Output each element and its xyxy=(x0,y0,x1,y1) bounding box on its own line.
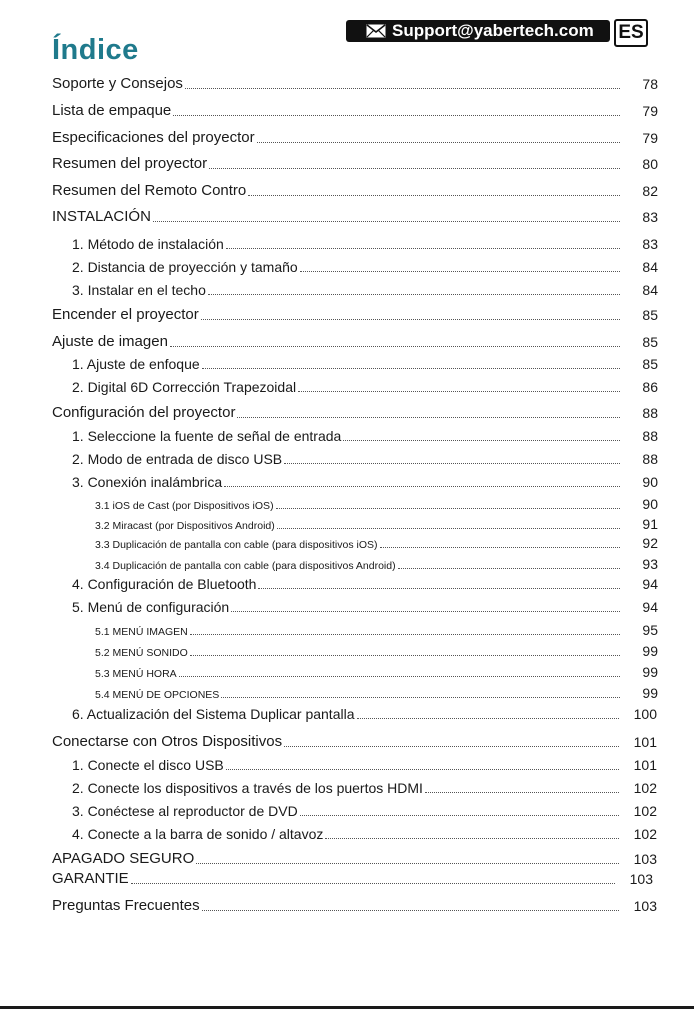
toc-entry-page-number: 101 xyxy=(633,757,657,773)
toc-entry-label: 2. Digital 6D Corrección Trapezoidal xyxy=(72,379,297,395)
dot-leader xyxy=(325,838,619,839)
toc-entry[interactable] xyxy=(52,206,658,226)
toc-entry-label: 5.2 MENÚ SONIDO xyxy=(95,647,188,659)
envelope-icon xyxy=(366,24,386,38)
toc-entry-label: Soporte y Consejos xyxy=(52,75,183,92)
toc-entry-page-number: 102 xyxy=(633,780,657,796)
toc-entry-page-number: 92 xyxy=(642,535,658,551)
dot-leader xyxy=(209,168,620,169)
toc-entry-page-number: 90 xyxy=(642,474,658,490)
toc-entry-label: 3.3 Duplicación de pantalla con cable (para dispositivos iOS) xyxy=(95,539,378,551)
dot-leader xyxy=(277,528,620,529)
dot-leader xyxy=(208,294,620,295)
toc-entry-label: Encender el proyector xyxy=(52,306,199,323)
toc-entry[interactable] xyxy=(72,376,658,396)
toc-entry[interactable] xyxy=(52,304,658,324)
dot-leader xyxy=(196,863,619,864)
toc-entry-label: 2. Conecte los dispositivos a través de los puertos HDMI xyxy=(72,780,423,796)
toc-entry-label: Preguntas Frecuentes xyxy=(52,897,200,914)
toc-entry[interactable] xyxy=(52,895,657,915)
toc-entry-label: 6. Actualización del Sistema Duplicar pantalla xyxy=(72,706,355,722)
toc-entry[interactable] xyxy=(52,731,657,751)
toc-entry-label: 2. Modo de entrada de disco USB xyxy=(72,451,283,467)
toc-entry-label: Resumen del proyector xyxy=(52,155,208,172)
toc-entry[interactable] xyxy=(72,471,658,491)
toc-entry-label: Lista de empaque xyxy=(52,102,172,119)
toc-entry-page-number: 102 xyxy=(633,803,657,819)
toc-entry-page-number: 94 xyxy=(642,599,658,615)
language-badge: ES xyxy=(614,19,648,47)
toc-entry[interactable] xyxy=(95,640,658,660)
toc-entry[interactable] xyxy=(72,800,657,820)
toc-entry-label: Configuración del proyector xyxy=(52,404,236,421)
dot-leader xyxy=(284,463,620,464)
dot-leader xyxy=(276,508,620,509)
toc-entry-label: Resumen del Remoto Contro xyxy=(52,182,247,199)
dot-leader xyxy=(153,221,620,222)
toc-entry-page-number: 103 xyxy=(633,898,657,914)
dot-leader xyxy=(257,142,620,143)
toc-entry[interactable] xyxy=(72,777,657,797)
toc-entry-label: APAGADO SEGURO xyxy=(52,850,195,867)
dot-leader xyxy=(298,391,620,392)
toc-entry-page-number: 85 xyxy=(642,307,658,323)
dot-leader xyxy=(300,815,619,816)
page-title: Índice xyxy=(52,34,139,66)
dot-leader xyxy=(284,746,619,747)
toc-entry[interactable] xyxy=(52,180,658,200)
toc-entry[interactable] xyxy=(72,573,658,593)
toc-entry-page-number: 103 xyxy=(633,851,657,867)
toc-entry-page-number: 80 xyxy=(642,156,658,172)
dot-leader xyxy=(226,769,619,770)
dot-leader xyxy=(202,910,619,911)
toc-entry-page-number: 78 xyxy=(642,76,658,92)
toc-entry[interactable] xyxy=(52,331,658,351)
toc-entry[interactable] xyxy=(95,661,658,681)
toc-entry-page-number: 82 xyxy=(642,183,658,199)
toc-entry-page-number: 84 xyxy=(642,259,658,275)
toc-entry[interactable] xyxy=(72,353,658,373)
dot-leader xyxy=(380,547,621,548)
dot-leader xyxy=(237,417,620,418)
toc-entry[interactable] xyxy=(72,425,658,445)
toc-entry-label: 5.1 MENÚ IMAGEN xyxy=(95,626,188,638)
toc-entry[interactable] xyxy=(72,256,658,276)
toc-entry[interactable] xyxy=(72,596,658,616)
toc-entry[interactable] xyxy=(95,532,658,552)
toc-entry-label: 3. Conéctese al reproductor de DVD xyxy=(72,803,298,819)
dot-leader xyxy=(226,248,620,249)
toc-entry[interactable] xyxy=(52,153,658,173)
toc-entry-label: INSTALACIÓN xyxy=(52,208,151,225)
toc-entry[interactable] xyxy=(52,402,658,422)
toc-entry-label: 1. Conecte el disco USB xyxy=(72,757,224,773)
toc-entry[interactable] xyxy=(72,279,658,299)
dot-leader xyxy=(425,792,619,793)
toc-entry-label: 1. Ajuste de enfoque xyxy=(72,356,200,372)
toc-entry-page-number: 102 xyxy=(633,826,657,842)
dot-leader xyxy=(258,588,620,589)
toc-entry-label: 5. Menú de configuración xyxy=(72,599,230,615)
toc-entry-page-number: 90 xyxy=(642,496,658,512)
dot-leader xyxy=(248,195,620,196)
toc-entry-page-number: 94 xyxy=(642,576,658,592)
toc-entry-page-number: 86 xyxy=(642,379,658,395)
toc-entry-page-number: 83 xyxy=(642,236,658,252)
toc-entry-page-number: 79 xyxy=(642,103,658,119)
toc-entry[interactable] xyxy=(72,448,658,468)
dot-leader xyxy=(190,655,620,656)
toc-entry-label: Especificaciones del proyector xyxy=(52,129,255,146)
dot-leader xyxy=(201,319,620,320)
support-email[interactable]: Support@yabertech.com xyxy=(392,21,594,40)
toc-entry[interactable] xyxy=(52,848,657,868)
dot-leader xyxy=(173,115,620,116)
toc-entry[interactable] xyxy=(52,100,658,120)
toc-entry-label: 5.3 MENÚ HORA xyxy=(95,668,177,680)
toc-entry-label: 4. Conecte a la barra de sonido / altavoz xyxy=(72,826,324,842)
toc-entry-label: Ajuste de imagen xyxy=(52,333,168,350)
toc-entry-page-number: 93 xyxy=(642,556,658,572)
toc-entry[interactable] xyxy=(95,553,658,573)
toc-entry-label: 1. Método de instalación xyxy=(72,236,224,252)
toc-entry[interactable] xyxy=(72,703,657,723)
dot-leader xyxy=(179,676,620,677)
toc-entry-label: 3. Instalar en el techo xyxy=(72,282,206,298)
dot-leader xyxy=(185,88,620,89)
toc-entry-page-number: 95 xyxy=(642,622,658,638)
toc-entry[interactable] xyxy=(72,823,657,843)
dot-leader xyxy=(131,883,615,884)
toc-entry-page-number: 100 xyxy=(633,706,657,722)
toc-entry-page-number: 99 xyxy=(642,643,658,659)
toc-entry[interactable] xyxy=(72,754,657,774)
dot-leader xyxy=(224,486,620,487)
toc-entry-page-number: 103 xyxy=(629,871,653,887)
toc-entry-label: 3. Conexión inalámbrica xyxy=(72,474,223,490)
toc-entry[interactable] xyxy=(52,868,653,888)
toc-entry-page-number: 88 xyxy=(642,451,658,467)
dot-leader xyxy=(300,271,620,272)
toc-entry-page-number: 99 xyxy=(642,664,658,680)
dot-leader xyxy=(190,634,620,635)
toc-entry-label: 2. Distancia de proyección y tamaño xyxy=(72,259,298,275)
toc-entry-label: 3.2 Miracast (por Dispositivos Android) xyxy=(95,520,275,532)
toc-entry[interactable] xyxy=(95,682,658,702)
toc-entry[interactable] xyxy=(95,619,658,639)
toc-entry-page-number: 79 xyxy=(642,130,658,146)
toc-entry-page-number: 99 xyxy=(642,685,658,701)
toc-entry[interactable] xyxy=(52,127,658,147)
toc-entry-page-number: 88 xyxy=(642,428,658,444)
toc-entry[interactable] xyxy=(95,493,658,513)
toc-entry-page-number: 85 xyxy=(642,356,658,372)
toc-entry-label: GARANTIE xyxy=(52,870,129,887)
toc-entry-page-number: 84 xyxy=(642,282,658,298)
toc-entry[interactable] xyxy=(95,513,658,533)
toc-entry-label: 4. Configuración de Bluetooth xyxy=(72,576,257,592)
toc-entry-label: 5.4 MENÚ DE OPCIONES xyxy=(95,689,220,701)
toc-entry-label: 1. Seleccione la fuente de señal de entrada xyxy=(72,428,342,444)
dot-leader xyxy=(343,440,620,441)
toc-entry-page-number: 88 xyxy=(642,405,658,421)
support-email-banner xyxy=(346,20,610,42)
dot-leader xyxy=(221,697,620,698)
toc-entry-label: Conectarse con Otros Dispositivos xyxy=(52,733,283,750)
toc-entry-page-number: 91 xyxy=(642,516,658,532)
dot-leader xyxy=(170,346,620,347)
dot-leader xyxy=(357,718,620,719)
dot-leader xyxy=(231,611,620,612)
toc-entry[interactable] xyxy=(72,233,658,253)
dot-leader xyxy=(202,368,620,369)
toc-entry-page-number: 101 xyxy=(633,734,657,750)
toc-entry[interactable] xyxy=(52,73,658,93)
toc-entry-label: 3.4 Duplicación de pantalla con cable (para dispositivos Android) xyxy=(95,560,396,572)
toc-entry-page-number: 83 xyxy=(642,209,658,225)
toc-entry-page-number: 85 xyxy=(642,334,658,350)
dot-leader xyxy=(398,568,620,569)
toc-entry-label: 3.1 iOS de Cast (por Dispositivos iOS) xyxy=(95,500,274,512)
